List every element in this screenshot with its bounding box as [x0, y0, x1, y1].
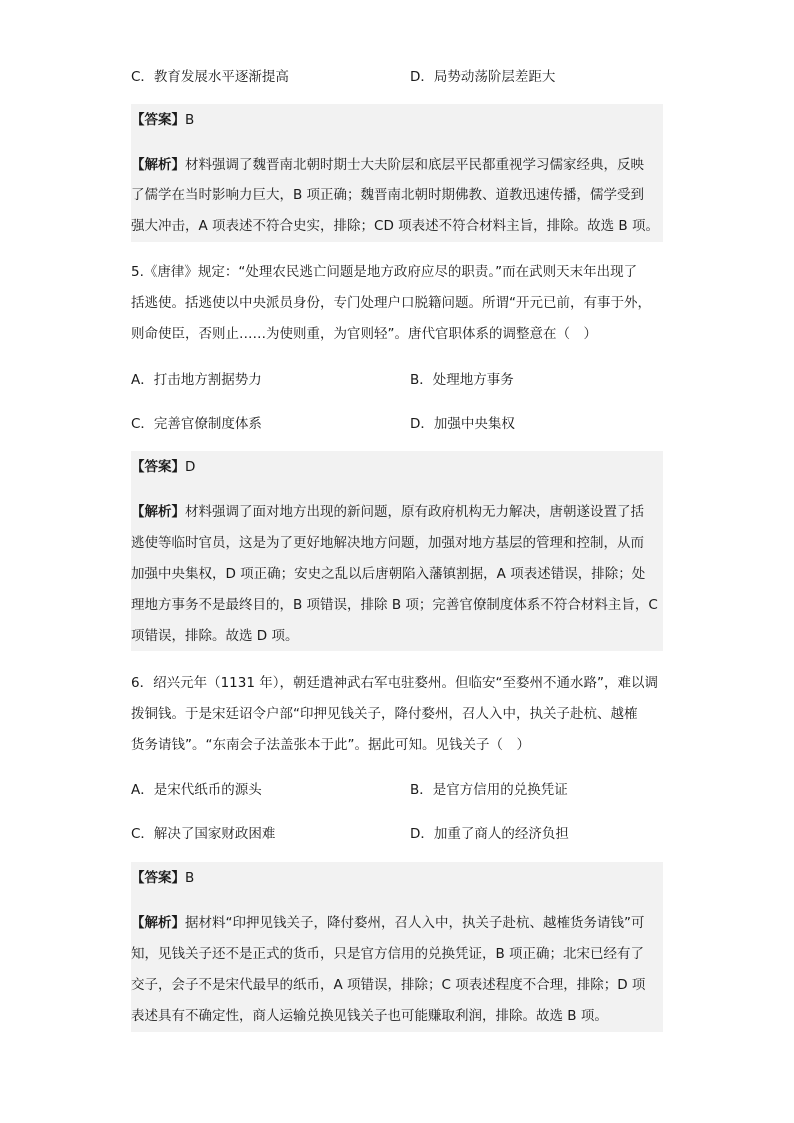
option-c: C．完善官僚制度体系 [131, 416, 262, 432]
answer-line [131, 110, 194, 130]
analysis-tag: 【解析】 [131, 504, 185, 520]
question-stem: 括逃使。括逃使以中央派员身份，专门处理户口脱籍问题。所谓“开元已前，有事于外， [131, 295, 651, 311]
option-d: D．加强中央集权 [410, 416, 515, 432]
analysis-line [131, 502, 644, 522]
analysis-text: 据材料“印押见钱关子，降付婺州，召人入中，执关子赴杭、越榷货务请钱”可 [185, 915, 645, 931]
option-c: C．解决了国家财政困难 [131, 826, 276, 842]
answer-tag: 【答案】 [131, 870, 185, 886]
answer-tag: 【答案】 [131, 459, 185, 475]
option-d: D．局势动荡阶层差距大 [410, 69, 556, 85]
analysis-line [131, 913, 645, 933]
question-stem: 拨铜钱。于是宋廷诏令户部“印押见钱关子，降付婺州，召人入中，执关子赴杭、越榷 [131, 706, 638, 722]
question-stem: 货务请钱”。“东南会子法盖张本于此”。据此可知。见钱关子（ ） [131, 737, 530, 753]
option-a: A．打击地方割据势力 [131, 372, 262, 388]
analysis-line: 强大冲击，A 项表述不符合史实，排除；CD 项表述不符合材料主旨，排除。故选 B 项。 [131, 218, 659, 234]
analysis-line: 理地方事务不是最终目的，B 项错误，排除 B 项；完善官僚制度体系不符合材料主旨，C [131, 597, 658, 613]
analysis-tag: 【解析】 [131, 915, 185, 931]
analysis-line: 交子，会子不是宋代最早的纸币，A 项错误，排除；C 项表述程度不合理，排除；D 项 [131, 977, 646, 993]
analysis-line: 加强中央集权，D 项正确；安史之乱以后唐朝陷入藩镇割据，A 项表述错误，排除；处 [131, 566, 646, 582]
analysis-tag: 【解析】 [131, 157, 185, 173]
option-b: B．是官方信用的兑换凭证 [410, 782, 568, 798]
answer-value: D [185, 459, 196, 475]
answer-line [131, 457, 195, 477]
answer-value: B [185, 112, 195, 128]
answer-value: B [185, 870, 195, 886]
answer-tag: 【答案】 [131, 112, 185, 128]
analysis-line: 表述具有不确定性，商人运输兑换见钱关子也可能赚取利润，排除。故选 B 项。 [131, 1008, 608, 1024]
analysis-text: 材料强调了魏晋南北朝时期士大夫阶层和底层平民都重视学习儒家经典，反映 [185, 157, 644, 173]
question-stem: 6．绍兴元年（1131 年），朝廷遣神武右军屯驻婺州。但临安“至婺州不通水路”，难以调 [131, 675, 658, 691]
option-c: C．教育发展水平逐渐提高 [131, 69, 289, 85]
analysis-line: 项错误，排除。故选 D 项。 [131, 628, 299, 644]
option-a: A．是宋代纸币的源头 [131, 782, 262, 798]
option-b: B．处理地方事务 [410, 372, 514, 388]
analysis-line: 逃使等临时官员，这是为了更好地解决地方问题，加强对地方基层的管理和控制，从而 [131, 535, 644, 551]
option-d: D．加重了商人的经济负担 [410, 826, 569, 842]
answer-line [131, 868, 194, 888]
analysis-line: 了儒学在当时影响力巨大，B 项正确；魏晋南北朝时期佛教、道教迅速传播，儒学受到 [131, 187, 645, 203]
analysis-text: 材料强调了面对地方出现的新问题，原有政府机构无力解决，唐朝遂设置了括 [185, 504, 644, 520]
analysis-line: 知，见钱关子还不是正式的货币，只是官方信用的兑换凭证，B 项正确；北宋已经有了 [131, 946, 645, 962]
question-stem: 则命使臣，否则止……为使则重，为官则轻”。唐代官职体系的调整意在（ ） [131, 326, 597, 342]
question-stem: 5.《唐律》规定：“处理农民逃亡问题是地方政府应尽的职责。”而在武则天末年出现了 [131, 264, 638, 280]
analysis-line [131, 155, 644, 175]
